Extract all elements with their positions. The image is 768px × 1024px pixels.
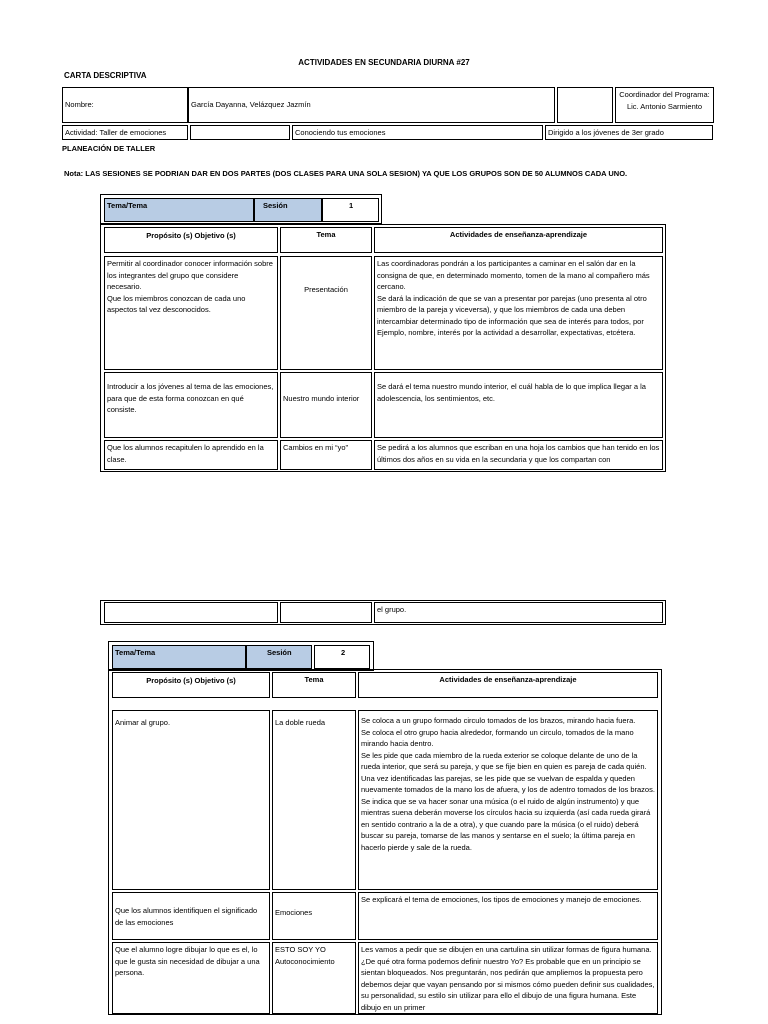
- col-actividades: Actividades de enseñanza-aprendizaje: [374, 227, 663, 253]
- tema-header: Tema/Tema: [112, 645, 246, 669]
- actividad-cell: Se coloca a un grupo formado circulo tomados de los brazos, mirando hacia fuera. Se coloca el otro grupo hacia alrededor, formando un circulo, tomados de la mano mirando hacia dentro. Se les pide que cada miembro de la rueda exterior se coloque delante de uno de la rueda interior, que será su pareja, y que se fije bien en quien es pareja de cada quién. Una vez identificadas las parejas, se les pide que se vuelvan de espalda y queden nuevamente tomados de la mano los de afuera, y los de adentro tomados de los brazos. Se indica que se va hacer sonar una música (o el ruido de algún instrumento) y que mientras suena deberán moverse los círculos hacia su izquierda (así cada rueda girará en sentido contrario a la de a otra), y que cuando pare la música (o el ruido) deberá buscar su pareja, tomarse de las manos y sentarse en el suelo; la última pareja en hacerlo pierde y sale de la rueda.: [358, 710, 658, 890]
- tema-cell: ESTO SOY YO Autoconocimiento: [272, 942, 356, 1014]
- proposito-cell: Que los alumnos identifiquen el significado de las emociones: [112, 892, 270, 940]
- actividad-cell: Las coordinadoras pondrán a los participantes a caminar en el salón dar en la consigna de que, en determinado momento, tomen de la mano al compañero más cercano. Se dará la indicación de que se van a presentar por parejas (uno presenta al otro miembro de la pareja y viceversa), y que los miembros de cada una deben intercambiar determinado tipo de información que sea de interés para todos, por Ejemplo, nombre, interés por la actividad a desarrollar, expectativas, etcétera.: [374, 256, 663, 370]
- page-subtitle: CARTA DESCRIPTIVA: [64, 71, 147, 80]
- tema-header: Tema/Tema: [104, 198, 254, 222]
- sesion-header: Sesión: [254, 198, 322, 222]
- col-tema: Tema: [280, 227, 372, 253]
- dirigido-cell: Dirigido a los jóvenes de 3er grado: [545, 125, 713, 140]
- coordinador-cell: Coordinador del Programa: Lic. Antonio Sarmiento: [615, 87, 714, 123]
- actividad-cell: Se pedirá a los alumnos que escriban en una hoja los cambios que han tenido en los últimos dos años en su vida en la secundaria y que los compartan con: [374, 440, 663, 470]
- tema-cell: Conociendo tus emociones: [292, 125, 543, 140]
- col-tema: Tema: [272, 672, 356, 698]
- proposito-cell: Introducir a los jóvenes al tema de las emociones, para que de esta forma conozcan en qué consiste.: [104, 372, 278, 438]
- tema-cell: La doble rueda: [272, 710, 356, 890]
- nota-text: Nota: LAS SESIONES SE PODRIAN DAR EN DOS PARTES (DOS CLASES PARA UNA SOLA SESION) YA QUE LOS GRUPOS SON DE 50 ALUMNOS CADA UNO.: [64, 169, 628, 178]
- tema-cell: Presentación: [280, 256, 372, 370]
- planeacion-heading: PLANEACIÓN DE TALLER: [62, 144, 156, 153]
- sesion-number: 2: [314, 645, 370, 669]
- proposito-cell: Que el alumno logre dibujar lo que es el, lo que le gusta sin necesidad de dibujar a una persona.: [112, 942, 270, 1014]
- actividad-cell: Se explicará el tema de emociones, los tipos de emociones y manejo de emociones.: [358, 892, 658, 940]
- blank-cell-2: [190, 125, 290, 140]
- col-proposito: Propósito (s) Objetivo (s): [104, 227, 278, 253]
- nombre-label: Nombre:: [62, 87, 188, 123]
- sesion-number: 1: [322, 198, 379, 222]
- proposito-cell: Permitir al coordinador conocer información sobre los integrantes del grupo que considere necesario. Que los miembros conozcan de cada uno aspectos tal vez desconocidos.: [104, 256, 278, 370]
- actividad-cell: Les vamos a pedir que se dibujen en una cartulina sin utilizar formas de figura humana. ¿De qué otra forma podemos definir nuestro Yo? Es probable que en un principio se sientan bloqueados. Nos preguntarán, nos pedirán que ampliemos la propuesta pero debemos dejar que vayan pensando por si mismos cómo pueden definir sus cualidades, su personalidad, su estilo sin utilizar para ello el dibujo de una figura humana. Este dibujo en un primer: [358, 942, 658, 1014]
- tema-cell: Emociones: [272, 892, 356, 940]
- sesion-header: Sesión: [246, 645, 312, 669]
- proposito-cell: Animar al grupo.: [112, 710, 270, 890]
- col-actividades: Actividades de enseñanza-aprendizaje: [358, 672, 658, 698]
- tema-cell: Nuestro mundo interior: [280, 372, 372, 438]
- col-proposito: Propósito (s) Objetivo (s): [112, 672, 270, 698]
- continuation-text: el grupo.: [374, 602, 663, 623]
- blank-cell: [280, 602, 372, 623]
- actividad-cell: Se dará el tema nuestro mundo interior, el cuál habla de lo que implica llegar a la adolescencia, los sentimientos, etc.: [374, 372, 663, 438]
- proposito-cell: Que los alumnos recapitulen lo aprendido en la clase.: [104, 440, 278, 470]
- actividad-cell: Actividad: Taller de emociones: [62, 125, 188, 140]
- tema-cell: Cambios en mi “yo”: [280, 440, 372, 470]
- nombre-value: García Dayanna, Velázquez Jazmín: [188, 87, 555, 123]
- blank-cell: [557, 87, 613, 123]
- page-title: ACTIVIDADES EN SECUNDARIA DIURNA #27: [298, 58, 470, 67]
- blank-cell: [104, 602, 278, 623]
